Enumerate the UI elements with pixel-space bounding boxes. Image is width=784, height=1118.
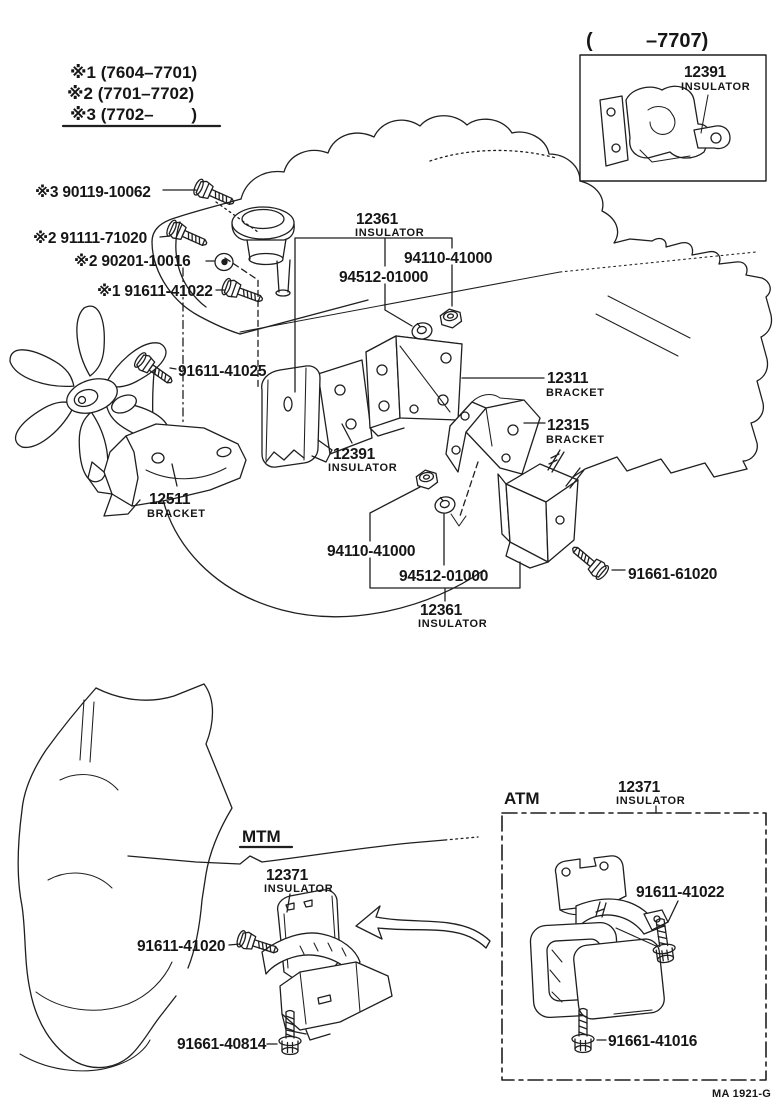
- label-12391-name: INSULATOR: [328, 462, 398, 474]
- legend-line-3: ※3 (7702– ): [70, 105, 198, 124]
- label-12511-name: BRACKET: [147, 508, 206, 520]
- label-12391-number: 12391: [333, 446, 376, 463]
- inset-part-name: INSULATOR: [681, 81, 751, 93]
- atm-heading: ATM: [504, 789, 540, 808]
- label-bolt-91111: ※2 91111-71020: [33, 230, 147, 247]
- block-slant-lines: [596, 296, 690, 356]
- label-bolt-91611-41020: 91611-41020: [137, 938, 226, 955]
- label-bolt-91611-41022: ※1 91611-41022: [97, 283, 213, 300]
- label-bolt-91661-41016: 91661-41016: [608, 1033, 698, 1050]
- label-washer-94512-bottom: 94512-01000: [399, 568, 489, 585]
- label-nut-94110-bottom: 94110-41000: [327, 543, 416, 560]
- label-12361-top-name: INSULATOR: [355, 227, 425, 239]
- bolt-90119-icon: [192, 178, 237, 210]
- labels: [33, 30, 771, 1100]
- label-12311-number: 12311: [547, 370, 589, 387]
- legend-line-2: ※2 (7701–7702): [67, 84, 195, 103]
- label-12315-name: BRACKET: [546, 434, 605, 446]
- bracket-12315-drawing: [446, 395, 540, 474]
- inset-insulator-drawing: [600, 86, 730, 166]
- mtm-heading: MTM: [242, 827, 281, 846]
- bolt-91111-icon: [165, 219, 210, 251]
- transmission-housing: [18, 684, 478, 1071]
- bracket-12311-drawing: [366, 336, 462, 436]
- pointer-arrow: [356, 906, 490, 948]
- label-bolt-91611-41022-atm: 91611-41022: [636, 884, 725, 901]
- label-bolt-91661-40814: 91661-40814: [177, 1036, 267, 1053]
- valve-cover-scallops: [241, 116, 652, 243]
- label-12511-number: 12511: [149, 491, 191, 508]
- label-washer-90201: ※2 90201-10016: [74, 253, 191, 270]
- atm-mount-drawing: [530, 856, 668, 1020]
- label-atm-12371-number: 12371: [618, 779, 661, 796]
- label-12361-bottom-number: 12361: [420, 602, 463, 619]
- label-mtm-12371-name: INSULATOR: [264, 883, 334, 895]
- label-12311-name: BRACKET: [546, 387, 605, 399]
- engine-right-profile: [652, 239, 772, 469]
- footer-code: MA 1921-G: [712, 1088, 772, 1100]
- label-bolt-90119: ※3 90119-10062: [35, 184, 151, 201]
- label-bolt-91661-61020: 91661-61020: [628, 566, 718, 583]
- label-washer-94512-top: 94512-01000: [339, 269, 429, 286]
- engine-bottom-zigzag: [573, 457, 747, 477]
- block-diagonal-dotted: [560, 252, 756, 272]
- legend-line-1: ※1 (7604–7701): [70, 63, 198, 82]
- washer-94512-bottom-icon: [434, 495, 457, 515]
- label-mtm-12371-number: 12371: [266, 867, 309, 884]
- label-bolt-91611-41025: 91611-41025: [178, 363, 267, 380]
- label-12361-bottom-name: INSULATOR: [418, 618, 488, 630]
- bolt-91661-61020-icon: [568, 542, 611, 582]
- inset-part-number: 12391: [684, 64, 727, 81]
- label-12315-number: 12315: [547, 417, 590, 434]
- valve-cover-dotted: [430, 150, 556, 161]
- inset-caption-close: –7707): [646, 30, 709, 52]
- inset-caption-open: (: [586, 30, 593, 52]
- inset-box: [580, 55, 766, 181]
- label-atm-12371-name: INSULATOR: [616, 795, 686, 807]
- nut-94110-top-icon: [439, 307, 462, 329]
- oil-filler-cap: [232, 207, 294, 296]
- washer-90201-icon: [215, 254, 233, 271]
- label-nut-94110-top: 94110-41000: [404, 250, 493, 267]
- label-12361-top-number: 12361: [356, 211, 399, 228]
